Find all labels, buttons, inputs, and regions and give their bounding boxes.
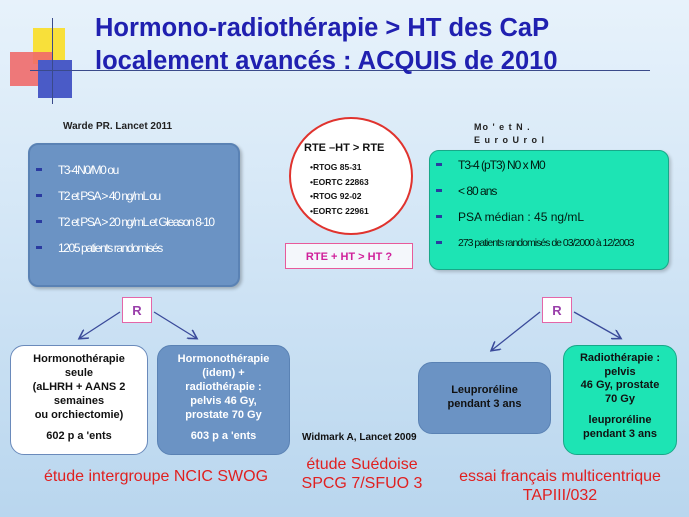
arm-line: ou orchiectomie) <box>34 409 124 421</box>
arm-line: leuproréline <box>588 414 652 426</box>
center-caption-line2: SPCG 7/SFUO 3 <box>301 475 423 492</box>
trial-item: • RTOG 85-31 <box>310 160 369 175</box>
trial-item: • RTOG 92-02 <box>310 189 369 204</box>
arm-line: Hormonothérapie <box>177 353 270 365</box>
arm-line: radiothérapie : <box>185 381 262 393</box>
arm-line: pendant 3 ans <box>447 398 522 410</box>
center-caption-line1: étude Suédoise <box>306 456 418 473</box>
criteria-item: PSA médian : 45 ng/mL <box>430 210 668 236</box>
arm-patient-count: 602 p a 'ents <box>46 430 112 442</box>
title-line-1: Hormono-radiothérapie > HT des CaP <box>95 14 550 42</box>
trial-item: • EORTC 22863 <box>310 175 369 190</box>
right-reference-line1: Mo ' e t N . <box>474 122 531 132</box>
arm-line: Hormonothérapie <box>33 353 125 365</box>
right-caption-line2: TAPIII/032 <box>522 487 598 504</box>
arm-line: (aLHRH + AANS 2 <box>32 381 126 393</box>
criteria-item: T3-4 (pT3) N0 x M0 <box>430 158 668 184</box>
arm-line: pelvis <box>604 365 636 378</box>
criteria-item: T2 et PSA > 20 ng/mL et Gleason 8-10 <box>30 215 238 241</box>
arm-patient-count: 603 p a 'ents <box>190 430 257 442</box>
title-line-2: localement avancés : ACQUIS de 2010 <box>95 47 558 75</box>
arm-line: prostate 70 Gy <box>185 409 262 421</box>
arm-line: Leuproréline <box>451 384 518 396</box>
trial-item: • EORTC 22961 <box>310 204 369 219</box>
arm-line: 70 Gy <box>605 392 635 405</box>
criteria-item: 1205 patients randomisés <box>30 241 238 267</box>
arrow-left-b <box>154 312 196 338</box>
criteria-item: < 80 ans <box>430 184 668 210</box>
arm-line: pelvis 46 Gy, <box>190 395 257 407</box>
arm-line: semaines <box>53 395 105 407</box>
criteria-item: T2 et PSA > 40 ng/mL ou <box>30 189 238 215</box>
arm-line: (idem) + <box>202 367 245 379</box>
arrow-right-b <box>574 312 620 338</box>
question-box: RTE + HT > HT ? <box>285 243 413 269</box>
right-randomization-box: R <box>542 297 572 323</box>
left-caption: étude intergroupe NCIC SWOG <box>43 468 269 485</box>
circle-title: RTE –HT > RTE <box>304 142 385 154</box>
arm-line: Radiothérapie : <box>579 352 661 364</box>
swedish-reference: Widmark A, Lancet 2009 <box>302 432 417 443</box>
arrow-right-a <box>492 312 540 350</box>
criteria-item: 273 patients randomisés de 03/2000 à 12/2003 <box>430 236 668 262</box>
right-caption-line1: essai français multicentrique <box>459 468 661 485</box>
left-randomization-box: R <box>122 297 152 323</box>
right-reference-line2: E u r o U r o l <box>474 135 546 145</box>
arm-line: pendant 3 ans <box>583 427 657 440</box>
arrow-left-a <box>80 312 120 338</box>
left-reference: Warde PR. Lancet 2011 <box>63 121 173 132</box>
arm-line: seule <box>64 367 94 379</box>
arm-line: 46 Gy, prostate <box>580 379 660 391</box>
criteria-item: T3-4N0/M0 ou <box>30 163 238 189</box>
